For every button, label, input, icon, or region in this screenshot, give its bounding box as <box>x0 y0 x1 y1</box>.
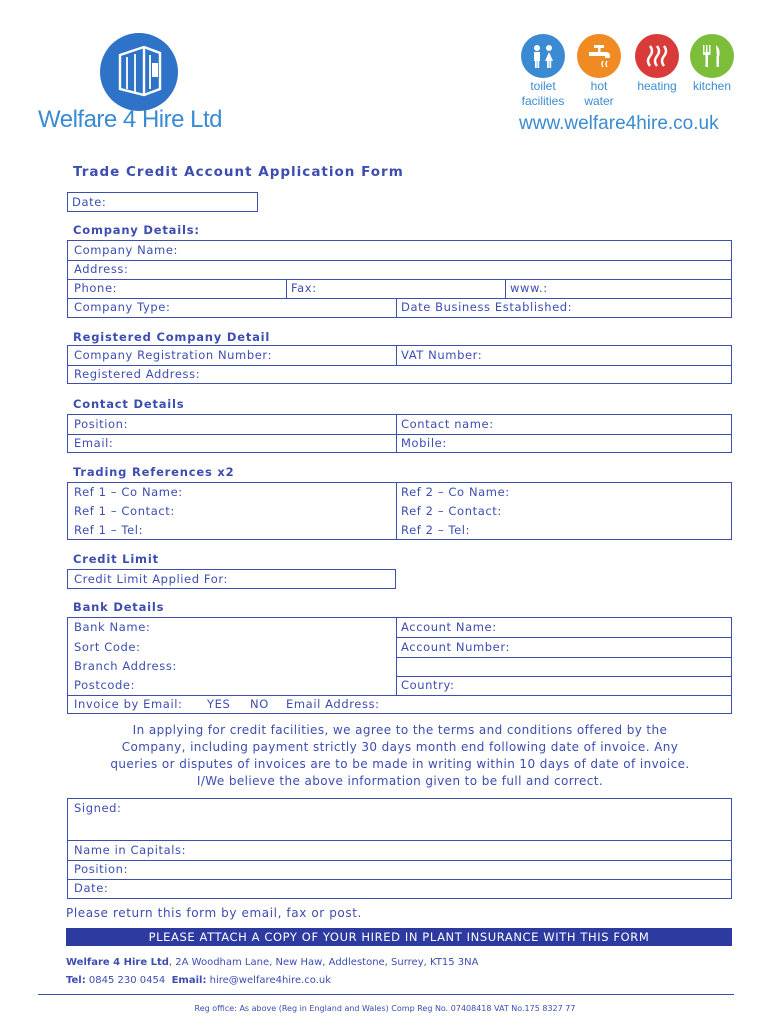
references-box <box>67 482 732 540</box>
cutlery-icon <box>690 34 734 78</box>
company-name-field[interactable] <box>68 241 731 260</box>
signature-position-label: Position: <box>74 862 129 876</box>
company-logo <box>100 33 178 111</box>
contact-box <box>67 414 732 453</box>
company-type-label[interactable]: Company Type: <box>74 300 171 314</box>
contact-heading: Contact Details <box>73 397 185 411</box>
bank-box <box>67 617 732 714</box>
credit-heading: Credit Limit <box>73 552 159 566</box>
terms-line: Company, including payment strictly 30 days month end following date of invoice. Any <box>121 740 679 754</box>
terms-paragraph <box>66 722 734 790</box>
service-label: water <box>584 94 614 108</box>
brand-name: Welfare 4 Hire Ltd <box>38 106 222 133</box>
service-kitchen <box>688 34 736 93</box>
return-instructions: Please return this form by email, fax or post. <box>66 906 362 920</box>
company-type-row <box>68 298 731 317</box>
footer-divider <box>38 994 734 995</box>
footer-address-text: , 2A Woodham Lane, New Haw, Addlestone, Surrey, KT15 3NA <box>168 957 479 968</box>
terms-line: queries or disputes of invoices are to be made in writing within 10 days of date of invoice. <box>110 757 690 771</box>
footer-contact <box>66 975 331 986</box>
service-label: kitchen <box>692 79 732 93</box>
contact-name-label[interactable]: Contact name: <box>401 417 494 431</box>
ref1-name-label[interactable]: Ref 1 – Co Name: <box>74 485 183 499</box>
footer-email[interactable]: hire@welfare4hire.co.uk <box>209 975 332 986</box>
registration-info: Reg office: As above (Reg in England and Wales) Comp Reg No. 07408418 VAT No.175 8327 77 <box>194 1004 576 1013</box>
established-label[interactable]: Date Business Established: <box>401 300 573 314</box>
service-hot-water <box>575 34 623 108</box>
registered-heading: Registered Company Detail <box>73 330 271 344</box>
footer-address <box>66 957 478 968</box>
signature-date-field[interactable] <box>68 879 731 898</box>
invoice-by-email-label: Invoice by Email: <box>74 697 183 711</box>
phone-row <box>68 279 731 298</box>
registered-address-label: Registered Address: <box>74 367 201 381</box>
registered-box <box>67 345 732 384</box>
website-url[interactable]: www.welfare4hire.co.uk <box>519 113 719 134</box>
contact-email-label[interactable]: Email: <box>74 436 114 450</box>
contact-position-label[interactable]: Position: <box>74 417 129 431</box>
contact-mobile-label[interactable]: Mobile: <box>401 436 447 450</box>
date-field[interactable] <box>67 192 258 212</box>
branch-address-label[interactable]: Branch Address: <box>74 659 177 673</box>
terms-line: I/We believe the above information given to be full and correct. <box>196 774 604 788</box>
credit-limit-label: Credit Limit Applied For: <box>74 572 228 586</box>
invoice-by-email-row <box>68 695 731 714</box>
invoice-email-address-label[interactable]: Email Address: <box>286 697 380 711</box>
www-label[interactable]: www.: <box>510 281 548 295</box>
invoice-no-option[interactable]: NO <box>250 697 269 711</box>
references-heading: Trading References x2 <box>73 465 235 479</box>
hot-tap-icon <box>577 34 621 78</box>
footer-tel[interactable]: 0845 230 0454 <box>88 975 166 986</box>
sort-code-label[interactable]: Sort Code: <box>74 640 141 654</box>
service-label: facilities <box>521 94 565 108</box>
registration-row <box>68 346 731 365</box>
footer-email-label: Email: <box>171 975 207 986</box>
service-heating <box>633 34 681 93</box>
address-field[interactable] <box>68 260 731 279</box>
service-label: hot <box>590 79 608 93</box>
account-number-label[interactable]: Account Number: <box>401 640 510 654</box>
bank-name-label[interactable]: Bank Name: <box>74 620 151 634</box>
company-details-box <box>67 240 732 318</box>
ref2-tel-label[interactable]: Ref 2 – Tel: <box>401 523 471 537</box>
company-name-label: Company Name: <box>74 243 178 257</box>
service-label: toilet <box>530 79 556 93</box>
portable-cabin-icon <box>100 33 178 111</box>
name-capitals-label: Name in Capitals: <box>74 843 187 857</box>
phone-label[interactable]: Phone: <box>74 281 118 295</box>
signature-date-label: Date: <box>74 881 109 895</box>
ref2-name-label[interactable]: Ref 2 – Co Name: <box>401 485 510 499</box>
footer-tel-label: Tel: <box>66 975 86 986</box>
postcode-label[interactable]: Postcode: <box>74 678 136 692</box>
service-toilet <box>519 34 567 108</box>
heating-icon <box>635 34 679 78</box>
footer-company-name: Welfare 4 Hire Ltd <box>66 957 169 968</box>
company-details-heading: Company Details: <box>73 223 200 237</box>
credit-limit-field[interactable] <box>67 569 396 589</box>
insurance-banner: PLEASE ATTACH A COPY OF YOUR HIRED IN PLANT INSURANCE WITH THIS FORM <box>66 928 732 946</box>
toilet-icon <box>521 34 565 78</box>
signature-position-field[interactable] <box>68 860 731 879</box>
country-label[interactable]: Country: <box>401 678 455 692</box>
signature-box <box>67 798 732 899</box>
vat-label[interactable]: VAT Number: <box>401 348 483 362</box>
registered-address-field[interactable] <box>68 365 731 384</box>
fax-label[interactable]: Fax: <box>291 281 317 295</box>
name-capitals-field[interactable] <box>68 841 731 860</box>
ref2-contact-label[interactable]: Ref 2 – Contact: <box>401 504 502 518</box>
ref1-tel-label[interactable]: Ref 1 – Tel: <box>74 523 144 537</box>
signed-label: Signed: <box>74 801 122 815</box>
service-label: heating <box>637 79 677 93</box>
signed-field[interactable] <box>68 799 731 840</box>
terms-line: In applying for credit facilities, we agree to the terms and conditions offered by the <box>132 723 668 737</box>
invoice-yes-option[interactable]: YES <box>207 697 231 711</box>
address-label: Address: <box>74 262 129 276</box>
date-label: Date: <box>72 195 107 209</box>
ref1-contact-label[interactable]: Ref 1 – Contact: <box>74 504 175 518</box>
bank-heading: Bank Details <box>73 600 165 614</box>
form-title: Trade Credit Account Application Form <box>73 164 404 180</box>
reg-number-label[interactable]: Company Registration Number: <box>74 348 273 362</box>
account-name-label[interactable]: Account Name: <box>401 620 497 634</box>
